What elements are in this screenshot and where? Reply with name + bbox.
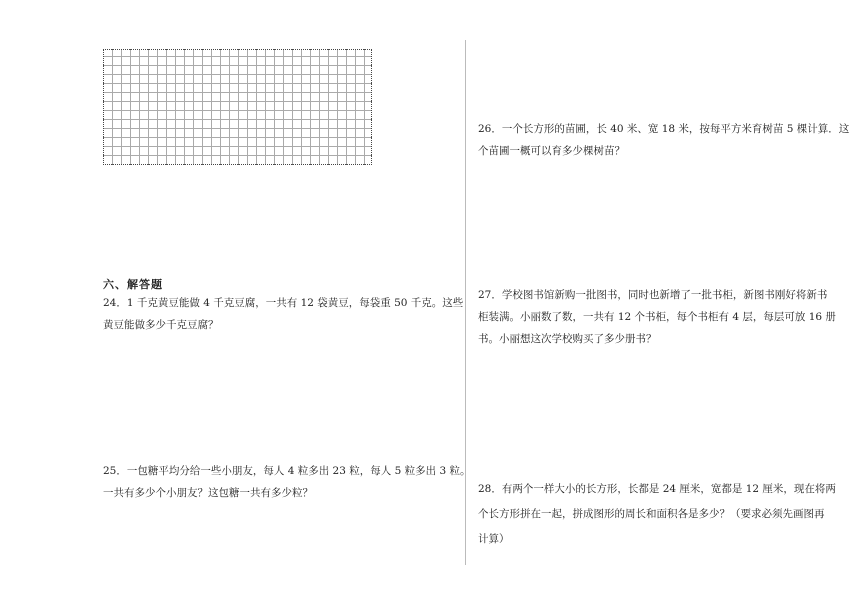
question-24 <box>103 292 464 336</box>
question-26 <box>478 118 850 162</box>
question-26-line-1: 26．一个长方形的苗圃，长 40 米、宽 18 米，按每平方米育树苗 5 棵计算．这 <box>478 123 850 135</box>
section-title: 六、解答题 <box>103 278 163 291</box>
question-25-line-2: 一共有多少个小朋友？这包糖一共有多少粒？ <box>103 487 313 499</box>
question-27 <box>478 284 836 350</box>
question-25-line-1: 25．一包糖平均分给一些小朋友，每人 4 粒多出 23 粒，每人 5 粒多出 3 粒。 <box>103 465 471 477</box>
question-24-line-1: 24．1 千克黄豆能做 4 千克豆腐，一共有 12 袋黄豆，每袋重 50 千克。这些 <box>103 297 464 309</box>
dotted-grid-paper <box>103 49 372 165</box>
column-divider <box>465 40 466 565</box>
question-28-line-3: 计算） <box>478 533 510 545</box>
question-28-line-1: 28．有两个一样大小的长方形，长都是 24 厘米，宽都是 12 厘米，现在将两 <box>478 483 836 495</box>
question-25 <box>103 460 471 504</box>
question-27-line-1: 27．学校图书馆新购一批图书，同时也新增了一批书柜，新图书刚好将新书 <box>478 289 828 301</box>
question-24-line-2: 黄豆能做多少千克豆腐？ <box>103 319 219 331</box>
question-27-line-2: 柜装满。小丽数了数，一共有 12 个书柜，每个书柜有 4 层，每层可放 16 册 <box>478 311 836 323</box>
question-28 <box>478 477 836 552</box>
question-26-line-2: 个苗圃一概可以育多少棵树苗？ <box>478 145 625 157</box>
question-28-line-2: 个长方形拼在一起，拼成图形的周长和面积各是多少？（要求必须先画图再 <box>478 508 825 520</box>
question-27-line-3: 书。小丽想这次学校购买了多少册书？ <box>478 333 657 345</box>
